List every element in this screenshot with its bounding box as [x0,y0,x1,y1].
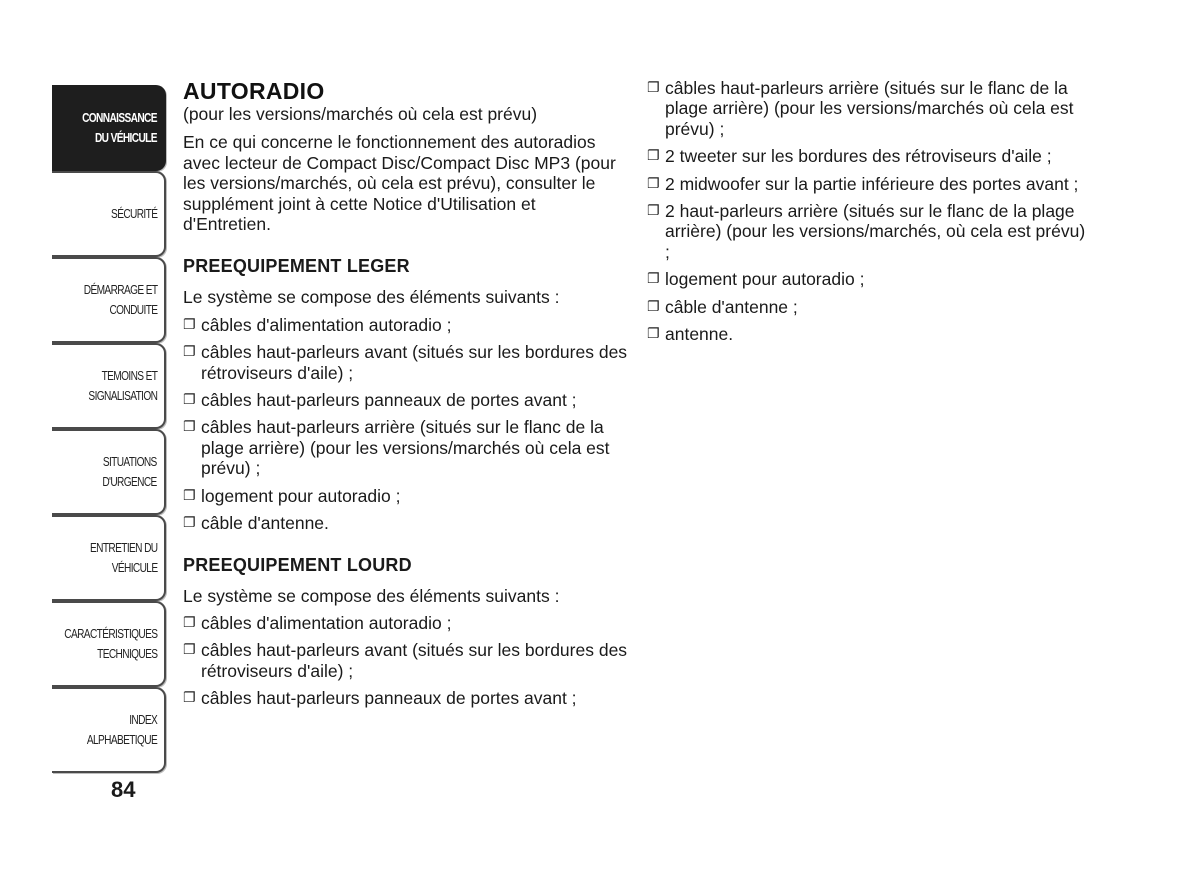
tab-demarrage-et-conduite[interactable] [52,257,166,343]
list-item: ❐ câbles haut-parleurs avant (situés sur les bordures des rétroviseurs d'aile) ; [183,640,628,681]
list-item: ❐ câbles d'alimentation autoradio ; [183,315,628,335]
light-equipment-list [183,315,628,534]
page-number: 84 [111,777,136,802]
list-item: ❐ câble d'antenne. [183,513,628,533]
tab-label: SÉCURITÉ [110,206,157,221]
page-title: AUTORADIO [183,78,325,104]
page-subtitle: (pour les versions/marchés où cela est prévu) [183,104,538,124]
list-item: ❐ câbles haut-parleurs panneaux de portes avant ; [183,688,628,708]
intro-paragraph: En ce qui concerne le fonctionnement des autoradios avec lecteur de Compact Disc/Compact Disc MP3 (pour les versions/marchés, où cela est prévu), consulter le supplément joint à cette Notice d'Utilisation et d'Entretien. [183,132,616,235]
section-lead-light: Le système se compose des éléments suivants : [183,287,560,308]
list-item: ❐ câbles haut-parleurs arrière (situés sur le flanc de la plage arrière) (pour les versions/marchés où cela est prévu) ; [183,417,628,478]
list-item: ❐ logement pour autoradio ; [647,269,1092,289]
section-heading-light: PREEQUIPEMENT LEGER [183,256,410,277]
tab-situations-d-urgence[interactable] [52,429,166,515]
list-item: ❐ 2 tweeter sur les bordures des rétroviseurs d'aile ; [647,146,1092,166]
tab-label: SITUATIONS D'URGENCE [102,454,157,489]
list-item: ❐ câble d'antenne ; [647,297,1092,317]
tab-label: ENTRETIEN DU VÉHICULE [89,540,157,575]
tab-label: CONNAISSANCE DU VÉHICULE [82,110,157,145]
tab-index-alphabetique[interactable] [52,687,166,773]
tab-entretien-du-vehicule[interactable] [52,515,166,601]
section-lead-heavy: Le système se compose des éléments suivants : [183,585,560,606]
tab-label: CARACTÉRISTIQUES TECHNIQUES [63,626,157,661]
list-item: ❐ câbles haut-parleurs arrière (situés sur le flanc de la plage arrière) (pour les versions/marchés où cela est prévu) ; [647,78,1092,139]
tab-label: INDEX ALPHABETIQUE [86,712,157,747]
right-column [647,78,1092,351]
tab-securite[interactable] [52,171,166,257]
list-item: ❐ 2 haut-parleurs arrière (situés sur le flanc de la plage arrière) (pour les versions/marchés, où cela est prévu) ; [647,201,1092,262]
heavy-equipment-list-continued [647,78,1092,344]
chapter-tabs [52,85,166,773]
list-item: ❐ antenne. [647,324,1092,344]
list-item: ❐ câbles haut-parleurs avant (situés sur les bordures des rétroviseurs d'aile) ; [183,342,628,383]
left-column [183,78,628,716]
tab-label: DÉMARRAGE ET CONDUITE [83,282,157,317]
tab-connaissance-du-vehicule[interactable] [52,85,166,171]
list-item: ❐ câbles d'alimentation autoradio ; [183,613,628,633]
tab-label: TEMOINS ET SIGNALISATION [88,368,157,403]
list-item: ❐ câbles haut-parleurs panneaux de portes avant ; [183,390,628,410]
tab-temoins-et-signalisation[interactable] [52,343,166,429]
list-item: ❐ 2 midwoofer sur la partie inférieure des portes avant ; [647,174,1092,194]
list-item: ❐ logement pour autoradio ; [183,486,628,506]
heavy-equipment-list [183,613,628,709]
tab-caracteristiques-techniques[interactable] [52,601,166,687]
section-heading-heavy: PREEQUIPEMENT LOURD [183,554,412,575]
